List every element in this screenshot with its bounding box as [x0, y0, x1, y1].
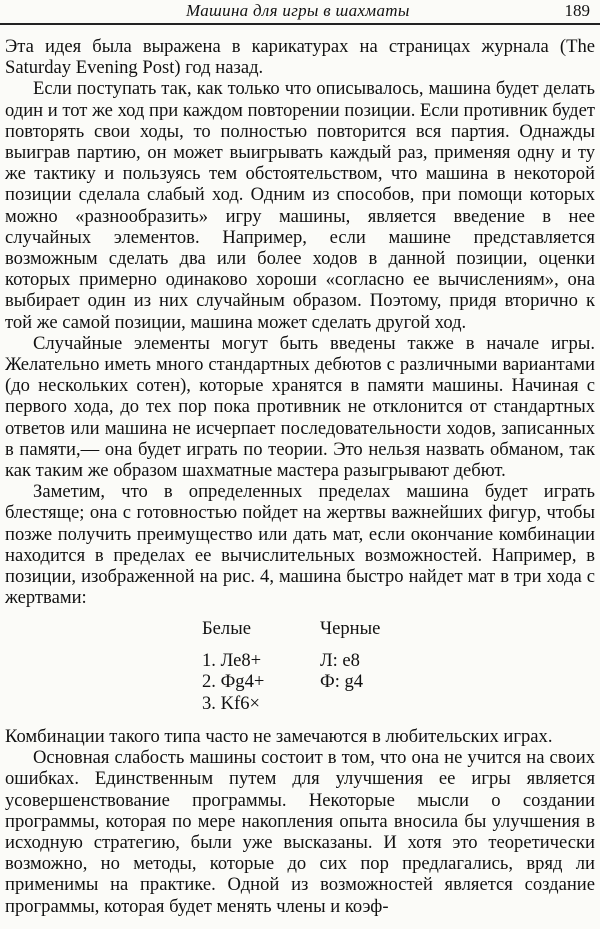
white-label: Белые: [202, 618, 251, 639]
paragraph: Эта идея была выражена в карикатурах на страницах журнала (The Saturday Evening Post) год назад.: [5, 36, 595, 79]
page-header: [0, 0, 600, 26]
paragraph: Основная слабость машины состоит в том, что она не учится на своих ошибках. Единственным путем для улучшения ее игры является усовершенствование программы. Некоторые мысли о создании программы, которая по мере накопления опыта вносила бы улучшения в исходную стратегию, были уже высказаны. И хотя это теоретически возможно, но методы, которые до сих пор предлагались, вряд ли применимы на практике. Одной из возможностей является создание программы, которая будет менять члены и коэф-: [5, 747, 595, 917]
black-move: Ф: g4: [320, 671, 364, 692]
move-row: [202, 693, 462, 715]
running-title: Машина для игры в шахматы: [186, 1, 410, 20]
moves-header: [202, 618, 462, 640]
body-text-top: [5, 36, 595, 608]
paragraph: Если поступать так, как только что описывалось, машина будет делать один и тот же ход при каждом повторении позиции. Если противник будет повторять свои ходы, то полностью повторится вся партия. Однажды выиграв партию, он может выигрывать каждый раз, применяя одну и ту же тактику и пользуясь тем обстоятельством, что машина в некоторой позиции сделала слабый ход. Одним из способов, при помощи которых можно «разнообразить» игру машины, является введение в нее случайных элементов. Например, если машине представляется возможным сделать два или более ходов в данной позиции, оценки которых примерно одинаково хороши «согласно ее вычислениям», она выбирает один из них случайным образом. Поэтому, придя вторично к той же самой позиции, машина может сделать другой ход.: [5, 78, 595, 333]
move-row: [202, 671, 462, 693]
header-rule: [0, 23, 600, 25]
white-move: 3. Kf6×: [202, 692, 260, 714]
paragraph: Комбинации такого типа часто не замечаются в любительских играх.: [5, 726, 553, 747]
paragraph: Случайные элементы могут быть введены также в начале игры. Желательно иметь много стандартных дебютов с различными вариантами (до нескольких сотен), которые хранятся в памяти машины. Начиная с первого хода, до тех пор пока противник не отклонится от стандартных ответов или машина не исчерпает последовательности ходов, записанных в памяти,— она будет играть по теории. Это нельзя назвать обманом, так как таким же образом шахматные мастера разыгрывают дебют.: [5, 332, 595, 482]
paragraph: Заметим, что в определенных пределах машина будет играть блестяще; она с готовностью пойдет на жертвы важнейших фигур, чтобы позже получить преимущество или дать мат, если окончание комбинации находится в пределах ее вычислительных возможностей. Например, в позиции, изображенной на рис. 4, машина быстро найдет мат в три хода с жертвами:: [5, 481, 595, 609]
move-row: [202, 650, 462, 672]
page-number: 189: [564, 1, 590, 20]
white-move: 1. Ле8+: [202, 649, 262, 671]
black-move: Л: е8: [320, 649, 360, 671]
black-label: Черные: [320, 618, 381, 639]
white-move: 2. Фg4+: [202, 671, 265, 692]
body-text-bottom: [5, 726, 595, 917]
chess-moves-table: [202, 618, 462, 714]
